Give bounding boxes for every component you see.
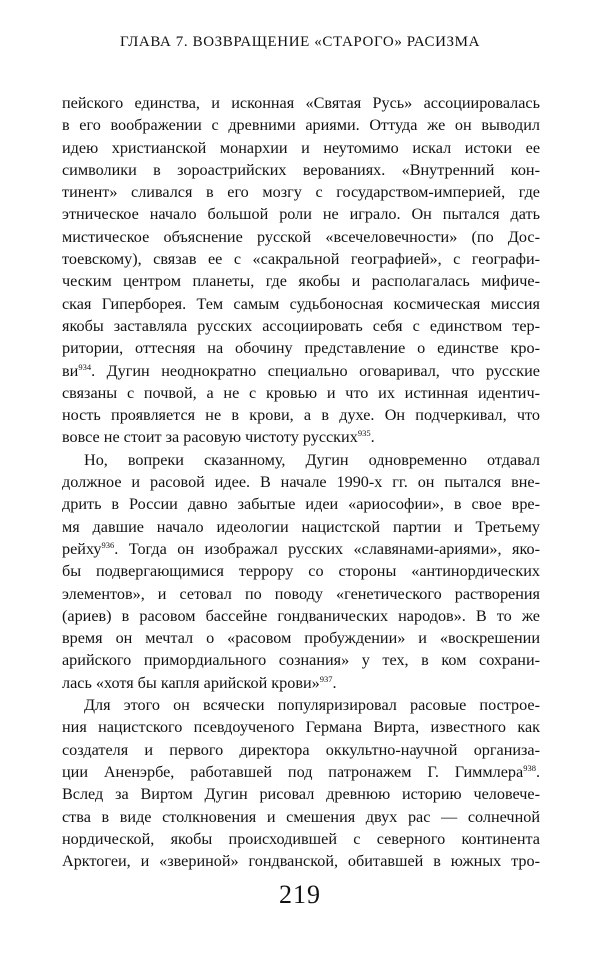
line-text: этническое начало большой роли не играло. Он пытался дать — [62, 205, 540, 224]
line-text-tail: . Дугин неоднократно специально оговаривал, что русские — [91, 361, 540, 380]
line-text: ческим центром планеты, где якобы и располагалась мифиче- — [62, 272, 540, 291]
line-text: ства в виде столкновения и смешения двух рас — солнечной — [62, 807, 540, 826]
line-text: тоевскому), связав ее с «сакральной географией», с географи- — [62, 250, 540, 269]
text-line — [62, 761, 540, 783]
footnote-reference: 934 — [78, 361, 92, 372]
footnote-reference: 936 — [101, 539, 115, 550]
text-line — [62, 293, 540, 315]
line-text: создателя и первого директора оккультно-научной организа- — [62, 740, 540, 759]
running-head: ГЛАВА 7. ВОЗВРАЩЕНИЕ «СТАРОГО» РАСИЗМА — [120, 34, 480, 50]
text-line — [62, 739, 540, 761]
text-line — [62, 672, 540, 694]
text-line — [62, 226, 540, 248]
line-text: тинент» сливался в его мозгу с государством-империей, где — [62, 183, 540, 202]
line-text: ции Аненэрбе, работавшей под патронажем Г. Гиммлера — [62, 762, 524, 781]
text-line — [62, 538, 540, 560]
line-text-tail: . — [332, 673, 337, 692]
line-text: пейского единства, и исконная «Святая Русь» ассоциировалась — [62, 94, 540, 112]
text-line — [62, 248, 540, 270]
text-line — [62, 137, 540, 159]
line-text: связаны с почвой, а не с кровью и что их истинная идентич- — [62, 383, 540, 402]
line-text: время он мечтал о «расовом пробуждении» и «воскрешении — [62, 629, 540, 648]
text-line — [62, 315, 540, 337]
line-text-tail: . — [535, 762, 540, 781]
line-text: элементов», и сетовал по поводу «генетического растворения — [62, 584, 540, 603]
text-line — [62, 449, 540, 471]
text-line — [62, 426, 540, 448]
text-line — [62, 270, 540, 292]
text-line — [62, 605, 540, 627]
text-line — [62, 404, 540, 426]
line-text: лась «хотя бы капля арийской крови» — [62, 673, 320, 692]
line-text: ность проявляется не в крови, а в духе. Он подчеркивал, что — [62, 406, 540, 425]
text-line — [62, 850, 540, 872]
line-text: Для этого он всячески популяризировал расовые построе- — [84, 696, 540, 715]
text-line — [62, 560, 540, 582]
text-line — [62, 649, 540, 671]
text-line — [62, 694, 540, 716]
line-text: Но, вопреки сказанному, Дугин одновременно отдавал — [84, 450, 540, 469]
line-text: (ариев) в расовом бассейне гондванических народов». В то же — [62, 606, 540, 625]
text-line — [62, 92, 540, 114]
line-text: Вслед за Виртом Дугин рисовал древнюю историю человече- — [62, 785, 540, 804]
text-line — [62, 114, 540, 136]
line-text-tail: . — [370, 428, 375, 447]
line-text: якобы заставляла русских ассоциировать себя с единством тер- — [62, 316, 540, 335]
line-text: дрить в России давно забытые идеи «ариософии», в свое вре- — [62, 495, 540, 514]
line-text: рейху — [62, 539, 102, 558]
line-text-tail: . Тогда он изображал русских «славянами-ариями», яко- — [114, 539, 540, 558]
text-line — [62, 627, 540, 649]
line-text: в его воображении с древними ариями. Оттуда же он выводил — [62, 116, 540, 135]
line-text: ви — [62, 361, 79, 380]
line-text: Арктогеи, и «звериной» гондванской, обитавшей в южных тро- — [62, 852, 540, 871]
footnote-reference: 935 — [357, 428, 371, 439]
line-text: ния нацистского псевдоученого Германа Вирта, известного как — [62, 718, 540, 737]
line-text: арийского примордиального сознания» у тех, в ком сохрани- — [62, 651, 540, 670]
text-line — [62, 382, 540, 404]
line-text: идею христианской монархии и неутомимо искал истоки ее — [62, 138, 540, 157]
text-line — [62, 783, 540, 805]
text-line — [62, 516, 540, 538]
text-line — [62, 159, 540, 181]
line-text: вовсе не стоит за расовую чистоту русских — [62, 428, 358, 447]
text-line — [62, 181, 540, 203]
text-line — [62, 828, 540, 850]
footnote-reference: 937 — [319, 673, 333, 684]
line-text: нордической, якобы происходившей с северного континента — [62, 829, 540, 848]
text-line — [62, 471, 540, 493]
page-number: 219 — [279, 880, 321, 909]
line-text: мя давшие начало идеологии нацистской партии и Третьему — [62, 517, 540, 536]
text-line — [62, 806, 540, 828]
footnote-reference: 938 — [523, 762, 536, 773]
text-line — [62, 203, 540, 225]
text-line — [62, 360, 540, 382]
line-text: символики в зороастрийских верованиях. «Внутренний кон- — [62, 160, 540, 179]
line-text: должное и расовой идее. В начале 1990-х гг. он пытался вне- — [62, 473, 540, 492]
text-line — [62, 583, 540, 605]
line-text: мистическое объяснение русской «всечеловечности» (по Дос- — [62, 227, 540, 246]
text-line — [62, 716, 540, 738]
line-text: ская Гиперборея. Тем самым судьбоносная космическая миссия — [62, 294, 540, 313]
line-text: бы подвергающимися террору со стороны «антинордических — [62, 562, 540, 581]
body-text — [62, 92, 540, 872]
text-line — [62, 493, 540, 515]
line-text: ритории, оттесняя на обочину представление о единстве кро- — [62, 339, 540, 358]
text-line — [62, 337, 540, 359]
